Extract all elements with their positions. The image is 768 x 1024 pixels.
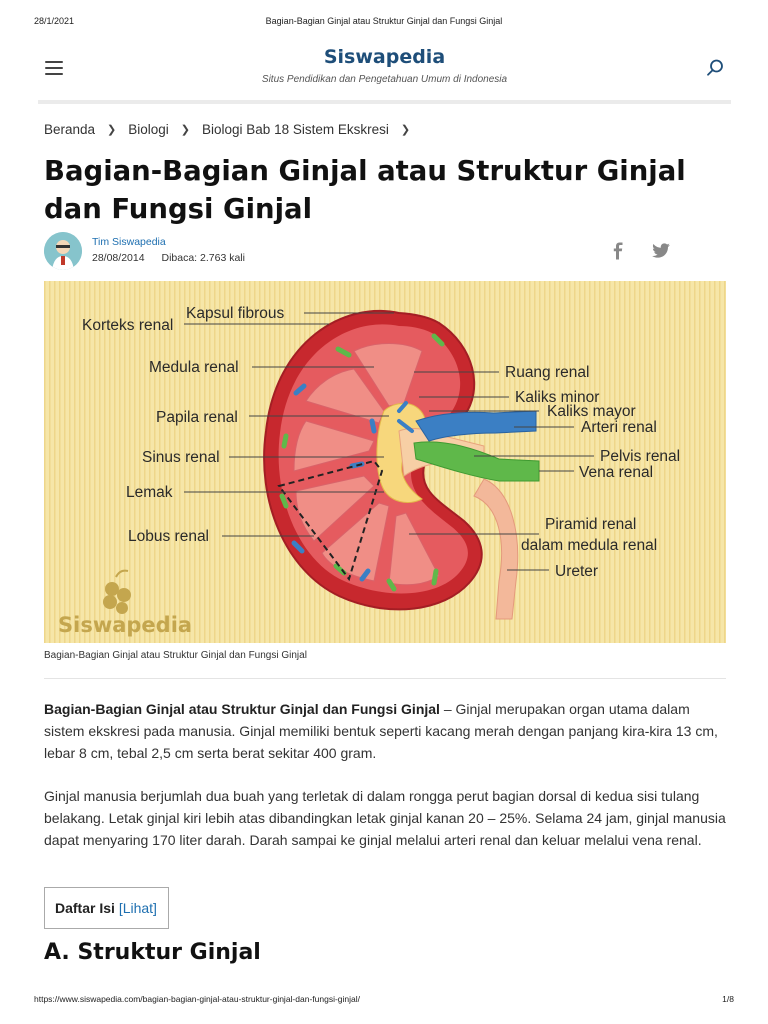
intro-rest: – Ginjal merupakan organ utama dalam sistem ekskresi pada manusia. Ginjal memiliki bentuk seperti kacang merah dengan panjang kira-kira 13 cm, lebar 8 cm, tebal 2,5 cm serta berat sekitar 400 gram. [44,701,718,761]
label-piramid-medula: dalam medula renal [521,537,658,554]
site-brand[interactable]: Siswapedia [323,46,446,68]
label-kaliks-mayor: Kaliks mayor [547,403,636,420]
breadcrumb-bab-18[interactable]: Biologi Bab 18 Sistem Ekskresi [202,121,389,137]
post-meta [92,252,245,264]
facebook-icon[interactable] [611,242,625,260]
toc-toggle-link[interactable]: [Lihat] [118,900,157,916]
section-title: A. Struktur Ginjal [44,940,261,965]
label-sinus-renal: Sinus renal [142,449,220,466]
author-avatar[interactable] [44,232,82,270]
post-date: 28/08/2014 [92,252,145,264]
search-icon[interactable] [705,58,725,78]
chevron-right-icon: ❯ [107,123,117,136]
label-ruang-renal: Ruang renal [505,364,590,381]
print-header [34,16,734,30]
print-url: https://www.siswapedia.com/bagian-bagian-ginjal-atau-struktur-ginjal-dan-fungsi-ginjal/ [34,994,360,1004]
chevron-right-icon: ❯ [400,123,411,136]
location-paragraph: Ginjal manusia berjumlah dua buah yang terletak di dalam rongga perut bagian dorsal di kedua sisi tulang belakang. Letak ginjal kiri lebih atas dibandingkan letak ginjal kanan 20 – 25%. Selama 24 jam, ginjal manusia dapat menyaring 170 liter darah. Darah sampai ke ginjal melalui arteri renal dan keluar melalui vena renal. [44,788,726,848]
twitter-icon[interactable] [651,243,671,259]
print-date: 28/1/2021 [34,16,75,26]
label-medula-renal: Medula renal [149,359,239,376]
label-kaliks-minor: Kaliks minor [515,389,600,406]
figure-watermark: Siswapedia [58,613,193,637]
label-piramid-renal: Piramid renal [545,516,637,533]
divider [44,678,726,679]
table-of-contents [44,887,169,929]
label-korteks-renal: Korteks renal [82,317,174,334]
label-lobus-renal: Lobus renal [128,528,210,545]
print-footer [34,994,734,1006]
label-vena-renal: Vena renal [579,464,654,481]
breadcrumb [44,120,422,138]
breadcrumb-home[interactable]: Beranda [44,121,96,137]
label-pelvis-renal: Pelvis renal [600,448,681,465]
label-papila-renal: Papila renal [156,409,238,426]
site-tagline: Situs Pendidikan dan Pengetahuan Umum di Indonesia [261,74,508,85]
toc-label: Daftar Isi [55,900,115,916]
author-name[interactable]: Tim Siswapedia [92,236,166,248]
kidney-diagram [44,281,726,643]
site-header [38,38,731,104]
label-lemak: Lemak [126,484,173,501]
page-title: Bagian-Bagian Ginjal atau Struktur Ginjal dan Fungsi Ginjal [44,155,686,225]
label-arteri-renal: Arteri renal [581,419,657,436]
print-page-number: 1/8 [722,994,734,1004]
intro-paragraph [44,698,726,764]
figure-caption: Bagian-Bagian Ginjal atau Struktur Ginjal dan Fungsi Ginjal [44,650,307,661]
chevron-right-icon: ❯ [180,123,191,136]
breadcrumb-biologi[interactable]: Biologi [128,121,169,137]
intro-bold: Bagian-Bagian Ginjal atau Struktur Ginjal dan Fungsi Ginjal [44,701,440,717]
view-count: Dibaca: 2.763 kali [161,252,245,264]
label-ureter: Ureter [555,563,599,580]
label-kapsul-fibrous: Kapsul fibrous [186,305,285,322]
print-title: Bagian-Bagian Ginjal atau Struktur Ginjal dan Fungsi Ginjal [265,16,503,26]
